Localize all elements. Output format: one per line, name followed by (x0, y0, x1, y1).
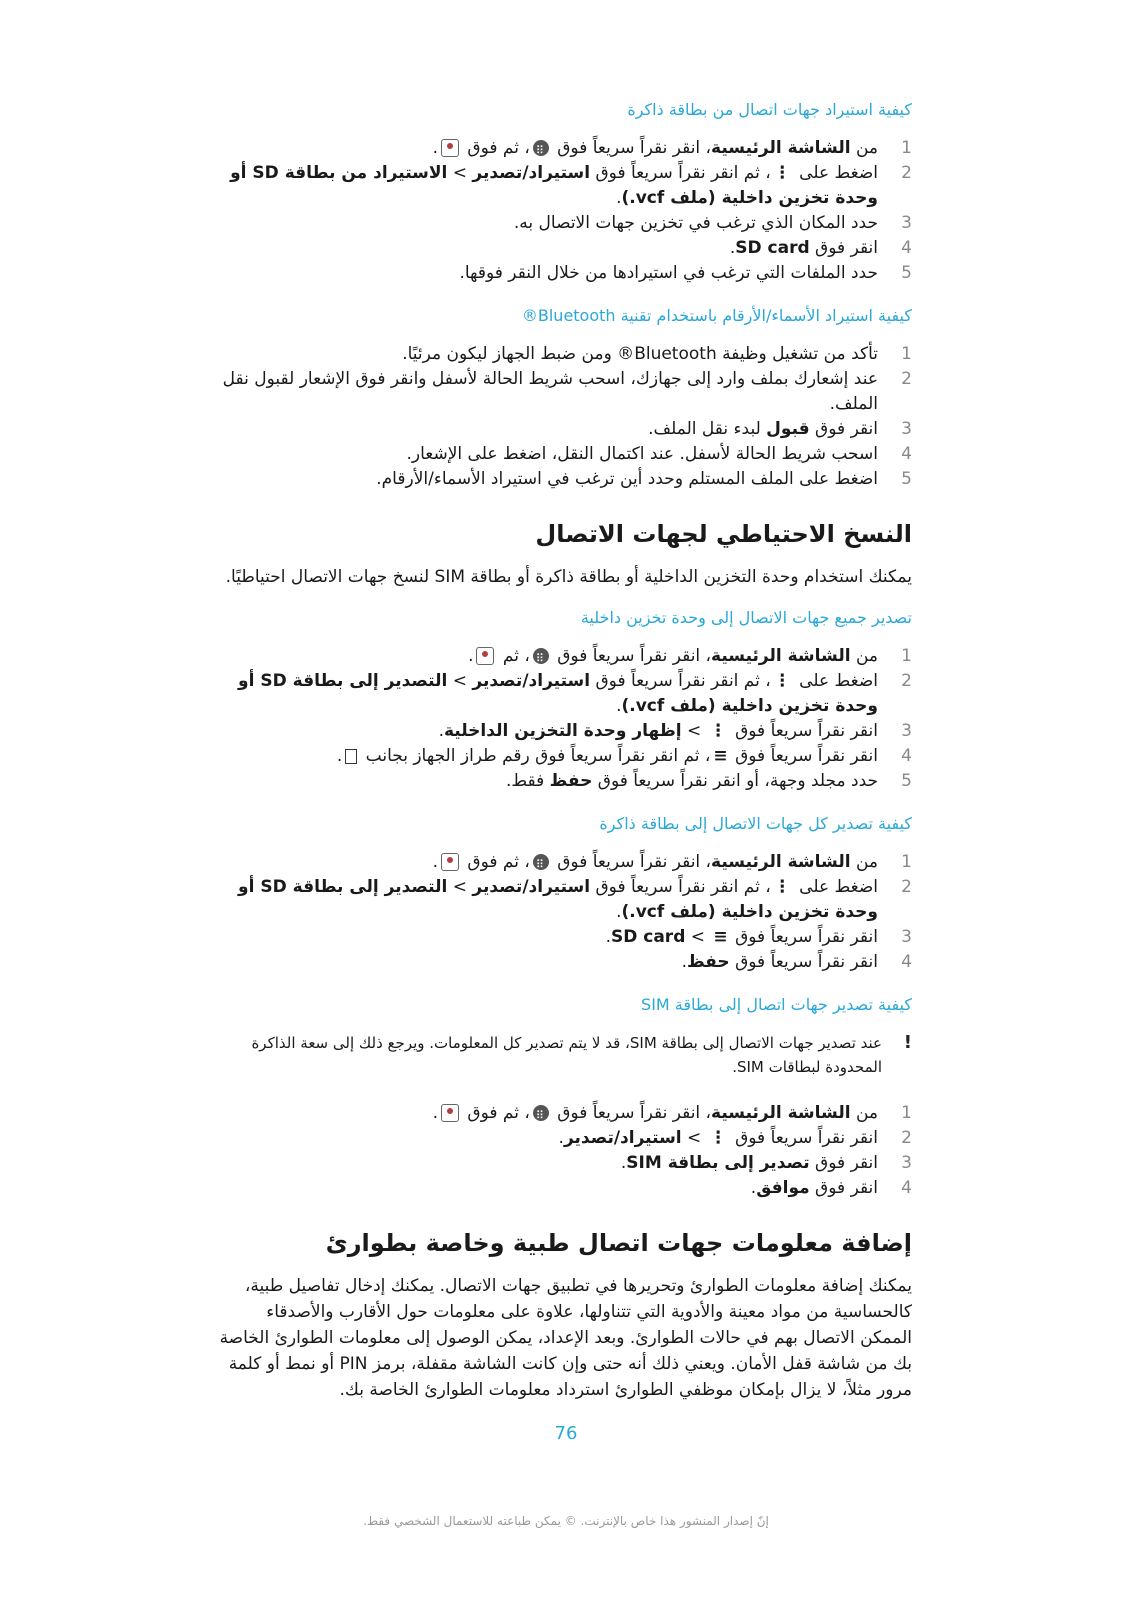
step-number: 2 (901, 1128, 912, 1148)
step-number: 2 (901, 369, 912, 389)
step-number: 5 (901, 771, 912, 791)
apps-icon (533, 648, 549, 664)
step-text: من الشاشة الرئيسية، انقر نقراً سريعاً فوق ⠿، ثم فوق . (212, 136, 878, 161)
step-number: 5 (901, 469, 912, 489)
step-number: 4 (901, 1178, 912, 1198)
contacts-icon (441, 139, 459, 157)
step-text: حدد الملفات التي ترغب في استيرادها من خلال النقر فوقها. (459, 263, 878, 283)
footer-note: إنّ إصدار المنشور هذا خاص بالإنترنت. © يمكن طباعته للاستعمال الشخصي فقط. (363, 1514, 769, 1528)
list-item (212, 669, 912, 719)
device-icon (345, 749, 357, 764)
step-text: من الشاشة الرئيسية، انقر نقراً سريعاً فوق ⠿، ثم . (212, 644, 878, 669)
note-text: عند تصدير جهات الاتصال إلى بطاقة SIM، قد لا يتم تصدير كل المعلومات. ويرجع ذلك إلى سعة الذاكرة المحدودة لبطاقات SIM. (251, 1034, 882, 1076)
step-text: انقر نقراً سريعاً فوق ⋮ > استيراد/تصدير. (212, 1126, 878, 1151)
step-number: 4 (901, 952, 912, 972)
step-number: 3 (901, 213, 912, 233)
step-text: انقر نقراً سريعاً فوق حفظ. (681, 952, 878, 972)
warning-icon: ! (903, 1032, 912, 1053)
step-text: حدد المكان الذي ترغب في تخزين جهات الاتصال به. (513, 213, 878, 233)
section-title: إضافة معلومات جهات اتصال طبية وخاصة بطوارئ (325, 1229, 912, 1257)
menu-icon: ≡ (713, 927, 727, 947)
step-text: انقر فوق SD card. (729, 238, 878, 258)
list-item (212, 417, 912, 442)
section-heading: كيفية تصدير كل جهات الاتصال إلى بطاقة ذاكرة (599, 814, 912, 833)
step-text: انقر فوق قبول لبدء نقل الملف. (648, 419, 878, 439)
step-number: 1 (901, 646, 912, 666)
contacts-icon (441, 1104, 459, 1122)
list-item (212, 850, 912, 875)
list-item (212, 644, 912, 669)
step-text: اضغط على الملف المستلم وحدد أين ترغب في استيراد الأسماء/الأرقام. (376, 469, 878, 489)
list-item (212, 367, 912, 417)
step-number: 1 (901, 344, 912, 364)
step-text: من الشاشة الرئيسية، انقر نقراً سريعاً فوق ⠿، ثم فوق . (212, 1101, 878, 1126)
steps-list (212, 850, 912, 975)
step-text: اضغط على ⋮، ثم انقر نقراً سريعاً فوق استيراد/تصدير > التصدير إلى بطاقة SD أو وحدة تخزين داخلية (ملف vcf.). (238, 877, 878, 922)
list-item (212, 875, 912, 925)
contacts-icon (441, 853, 459, 871)
step-number: 1 (901, 1103, 912, 1123)
apps-icon (533, 140, 549, 156)
warning-note (212, 1031, 912, 1079)
list-item (212, 261, 912, 286)
step-number: 3 (901, 1153, 912, 1173)
list-item (212, 950, 912, 975)
apps-icon (533, 1105, 549, 1121)
list-item (212, 211, 912, 236)
list-item (212, 744, 912, 769)
section-heading: كيفية استيراد الأسماء/الأرقام باستخدام تقنية Bluetooth® (521, 306, 912, 325)
step-number: 4 (901, 238, 912, 258)
list-item (212, 467, 912, 492)
list-item (212, 236, 912, 261)
paragraph: يمكنك إضافة معلومات الطوارئ وتحريرها في تطبيق جهات الاتصال. يمكنك إدخال تفاصيل طبية، كالحساسية من مواد معينة والأدوية التي تتناولها، علاوة على معلومات حول الأقارب والأصدقاء الممكن الاتصال بهم في حالات الطوارئ. وبعد الإعداد، يمكن الوصول إلى معلومات الطوارئ الخاصة بك من شاشة قفل الأمان. ويعني ذلك أنه حتى وإن كانت الشاشة مقفلة، برمز PIN أو نمط أو كلمة مرور مثلاً، لا يزال بإمكان موظفي الطوارئ استرداد معلومات الطوارئ الخاصة بك. (219, 1276, 912, 1400)
apps-icon (533, 854, 549, 870)
list-item (212, 769, 912, 794)
step-text: تأكد من تشغيل وظيفة Bluetooth® ومن ضبط الجهاز ليكون مرئيًا. (402, 344, 878, 364)
step-number: 1 (901, 138, 912, 158)
step-number: 2 (901, 671, 912, 691)
step-number: 3 (901, 721, 912, 741)
step-number: 4 (901, 746, 912, 766)
step-text: انقر فوق تصدير إلى بطاقة SIM. (620, 1153, 878, 1173)
step-text: انقر نقراً سريعاً فوق ⋮ > إظهار وحدة التخزين الداخلية. (212, 719, 878, 744)
menu-icon: ≡ (713, 746, 727, 766)
step-number: 2 (901, 877, 912, 897)
step-number: 4 (901, 444, 912, 464)
step-number: 2 (901, 163, 912, 183)
list-item (212, 1176, 912, 1201)
more-options-icon: ⋮ (773, 671, 791, 691)
list-item (212, 1101, 912, 1126)
page-content (212, 98, 912, 1419)
list-item (212, 161, 912, 211)
step-text: من الشاشة الرئيسية، انقر نقراً سريعاً فوق ⠿، ثم فوق . (212, 850, 878, 875)
step-number: 1 (901, 852, 912, 872)
step-text: انقر فوق موافق. (750, 1178, 878, 1198)
contacts-icon (476, 647, 494, 665)
list-item (212, 442, 912, 467)
more-options-icon: ⋮ (773, 163, 791, 183)
step-text: حدد مجلد وجهة، أو انقر نقراً سريعاً فوق حفظ فقط. (505, 771, 878, 791)
step-text: انقر نقراً سريعاً فوق ≡ > SD card. (212, 925, 878, 950)
more-options-icon: ⋮ (773, 877, 791, 897)
steps-list (212, 644, 912, 794)
step-text: انقر نقراً سريعاً فوق ≡، ثم انقر نقراً سريعاً فوق رقم طراز الجهاز بجانب . (212, 744, 878, 769)
steps-list (212, 1101, 912, 1201)
steps-list (212, 342, 912, 492)
section-heading: كيفية استيراد جهات اتصال من بطاقة ذاكرة (627, 100, 912, 119)
list-item (212, 136, 912, 161)
list-item (212, 719, 912, 744)
step-number: 5 (901, 263, 912, 283)
list-item (212, 1126, 912, 1151)
step-text: عند إشعارك بملف وارد إلى جهازك، اسحب شريط الحالة لأسفل وانقر فوق الإشعار لقبول نقل الملف. (222, 369, 878, 414)
steps-list (212, 136, 912, 286)
step-text: اضغط على ⋮، ثم انقر نقراً سريعاً فوق استيراد/تصدير > التصدير إلى بطاقة SD أو وحدة تخزين داخلية (ملف vcf.). (238, 671, 878, 716)
page-number: 76 (554, 1423, 578, 1444)
step-text: اضغط على ⋮، ثم انقر نقراً سريعاً فوق استيراد/تصدير > الاستيراد من بطاقة SD أو وحدة تخزين داخلية (ملف vcf.). (230, 163, 878, 208)
step-number: 3 (901, 927, 912, 947)
step-text: اسحب شريط الحالة لأسفل. عند اكتمال النقل، اضغط على الإشعار. (406, 444, 878, 464)
list-item (212, 342, 912, 367)
more-options-icon: ⋮ (709, 721, 727, 741)
page-title: النسخ الاحتياطي لجهات الاتصال (535, 520, 912, 548)
list-item (212, 925, 912, 950)
list-item (212, 1151, 912, 1176)
section-heading: تصدير جميع جهات الاتصال إلى وحدة تخزين داخلية (580, 608, 912, 627)
step-number: 3 (901, 419, 912, 439)
more-options-icon: ⋮ (709, 1128, 727, 1148)
section-heading: كيفية تصدير جهات اتصال إلى بطاقة SIM (641, 995, 912, 1014)
paragraph: يمكنك استخدام وحدة التخزين الداخلية أو بطاقة ذاكرة أو بطاقة SIM لنسخ جهات الاتصال احتياطيًا. (225, 567, 912, 587)
